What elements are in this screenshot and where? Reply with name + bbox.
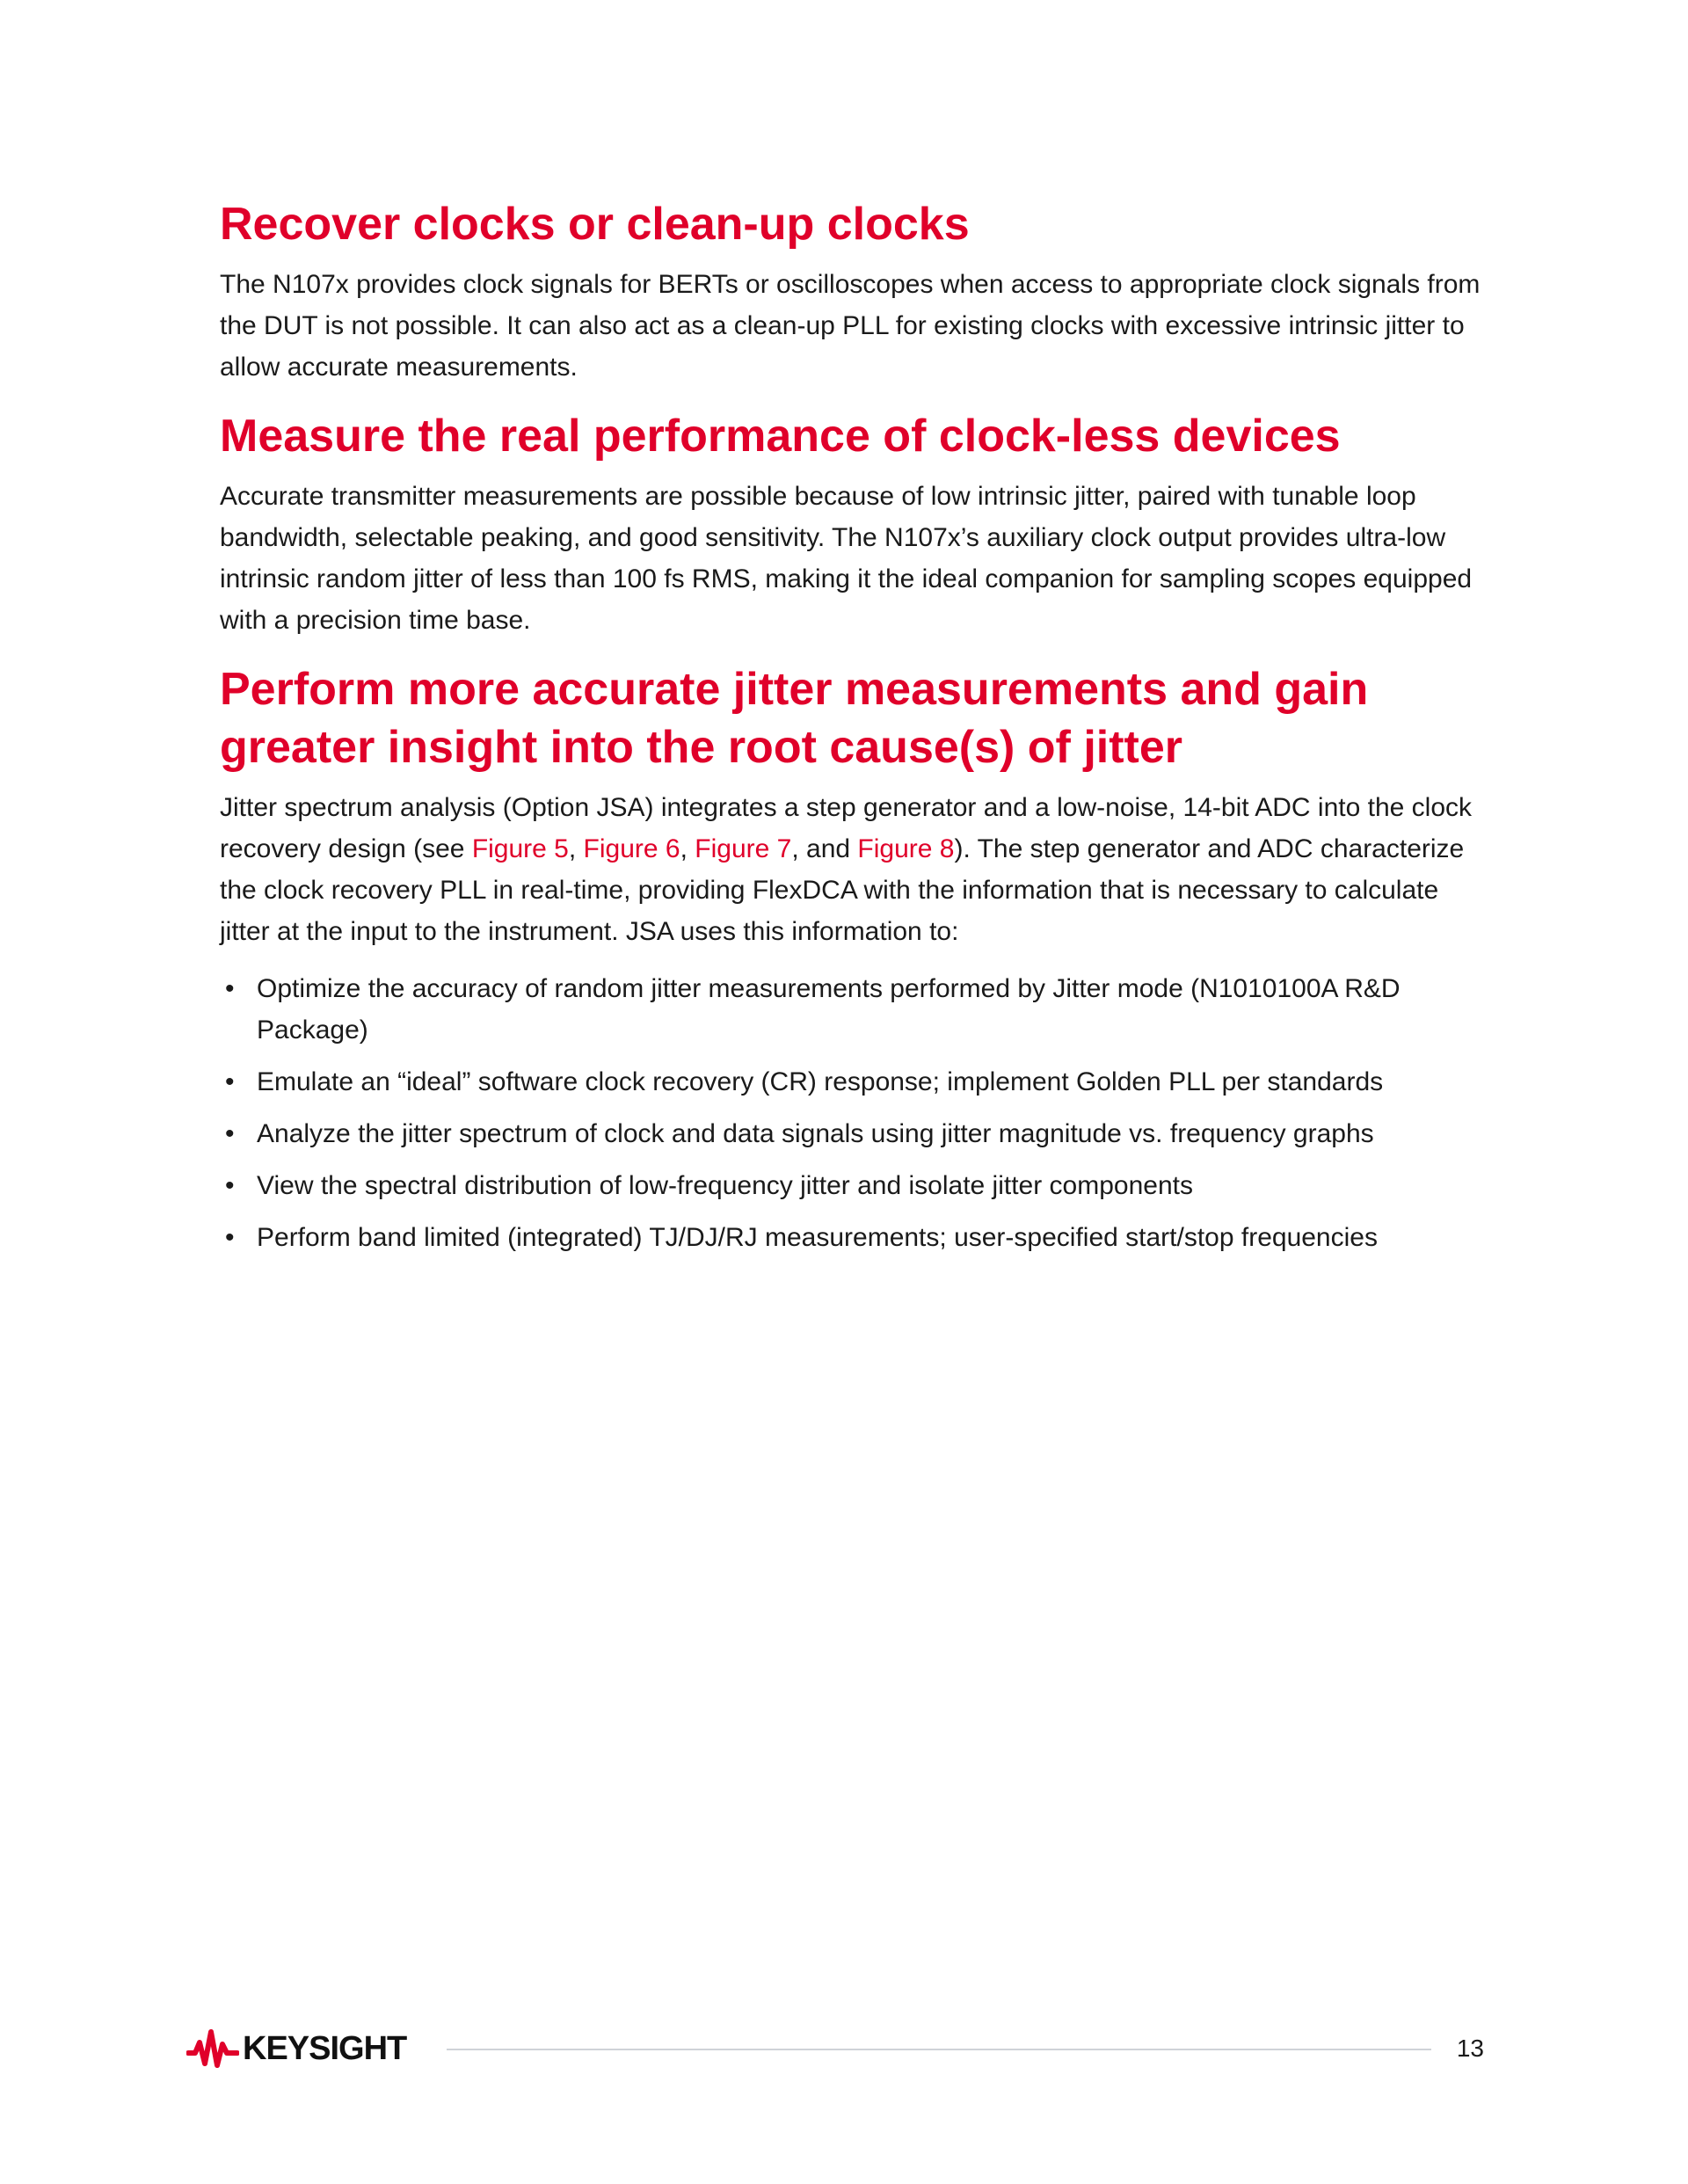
figure-7-link[interactable]: Figure 7	[695, 834, 792, 863]
paragraph-separator: ,	[680, 834, 695, 863]
figure-5-link[interactable]: Figure 5	[471, 834, 569, 863]
logo-text: KEYSIGHT	[243, 2029, 407, 2067]
paragraph-intro: Jitter spectrum analysis (Option JSA) integrates a step generator and a low-noise, 14-bit ADC into the clock recovery design (see	[220, 793, 1473, 863]
page-number: 13	[1456, 2035, 1484, 2062]
list-item-text: Emulate an “ideal” software clock recovery (CR) response; implement Golden PLL per standards	[257, 1067, 1384, 1096]
section-heading-clock-less-devices: Measure the real performance of clock-less devices	[220, 411, 1341, 462]
section-paragraph-clock-less-devices: Accurate transmitter measurements are possible because of low intrinsic jitter, paired with tunable loop bandwidth, selectable peaking, and good sensitivity. The N107x’s auxiliary clock output provides ultra-low intrinsic random jitter of less than 100 fs RMS, making it the ideal companion for sampling scopes equipped with a precision time base.	[220, 482, 1473, 635]
bullet-icon: •	[225, 1223, 235, 1252]
list-item-text: Analyze the jitter spectrum of clock and data signals using jitter magnitude vs. frequency graphs	[257, 1119, 1374, 1148]
list-item	[220, 1217, 1486, 1258]
page-footer	[186, 2022, 1496, 2075]
paragraph-separator: ,	[568, 834, 584, 863]
list-item	[220, 1165, 1486, 1206]
section-paragraph-jitter-measurements	[220, 787, 1486, 952]
section-heading-recover-clocks: Recover clocks or clean-up clocks	[220, 199, 970, 250]
figure-6-link[interactable]: Figure 6	[583, 834, 680, 863]
paragraph-outro: ). The step generator and ADC characterize the clock recovery PLL in real-time, providing FlexDCA with the information that is necessary to calculate jitter at the input to the instrument. JSA uses this information to:	[220, 834, 1465, 946]
keysight-logo	[186, 2022, 406, 2075]
footer-divider	[447, 2049, 1431, 2050]
list-item-text: View the spectral distribution of low-frequency jitter and isolate jitter components	[257, 1171, 1193, 1200]
bullet-icon: •	[225, 974, 235, 1003]
page-content	[220, 195, 1486, 1269]
section-heading-jitter-measurements: Perform more accurate jitter measurements and gain greater insight into the root cause(s) of jitter	[220, 664, 1369, 773]
list-item-text: Perform band limited (integrated) TJ/DJ/RJ measurements; user-specified start/stop frequencies	[257, 1223, 1378, 1252]
bullet-icon: •	[225, 1067, 235, 1096]
bullet-icon: •	[225, 1171, 235, 1200]
jsa-uses-list	[220, 968, 1486, 1258]
list-item-text: Optimize the accuracy of random jitter measurements performed by Jitter mode (N1010100A R&D Package)	[257, 974, 1401, 1045]
figure-8-link[interactable]: Figure 8	[857, 834, 955, 863]
bullet-icon: •	[225, 1119, 235, 1148]
section-paragraph-recover-clocks: The N107x provides clock signals for BERTs or oscilloscopes when access to appropriate clock signals from the DUT is not possible. It can also act as a clean-up PLL for existing clocks with excessive intrinsic jitter to allow accurate measurements.	[220, 270, 1481, 382]
paragraph-separator: , and	[791, 834, 858, 863]
list-item	[220, 1113, 1486, 1154]
keysight-wave-icon	[186, 2027, 239, 2071]
list-item	[220, 968, 1486, 1051]
list-item	[220, 1061, 1486, 1103]
